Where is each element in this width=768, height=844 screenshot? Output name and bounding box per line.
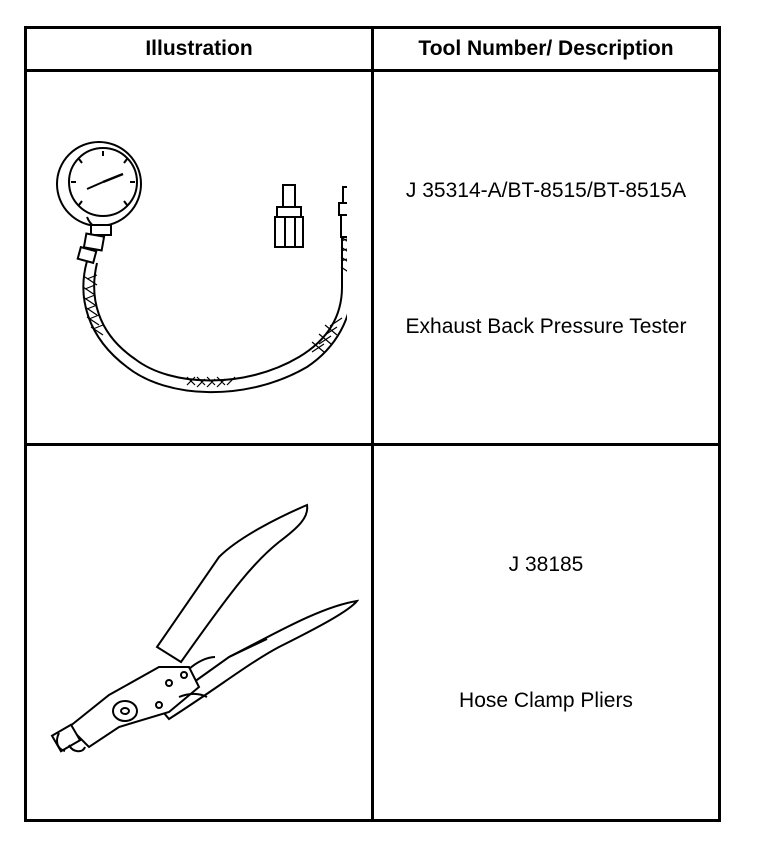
tool-number-2: J 38185: [508, 553, 584, 576]
tool-table: [24, 26, 721, 822]
tool-description-1: Exhaust Back Pressure Tester: [405, 315, 687, 338]
header-tool-description: Tool Number/ Description: [418, 37, 674, 60]
exhaust-back-pressure-tester-illustration: [47, 137, 347, 407]
header-illustration: Illustration: [145, 37, 253, 60]
header-divider: [27, 69, 718, 72]
tool-description-2: Hose Clamp Pliers: [459, 689, 633, 712]
hose-clamp-pliers-illustration: [39, 497, 359, 757]
row-divider: [27, 443, 718, 446]
tool-number-1: J 35314-A/BT-8515/BT-8515A: [405, 179, 687, 202]
